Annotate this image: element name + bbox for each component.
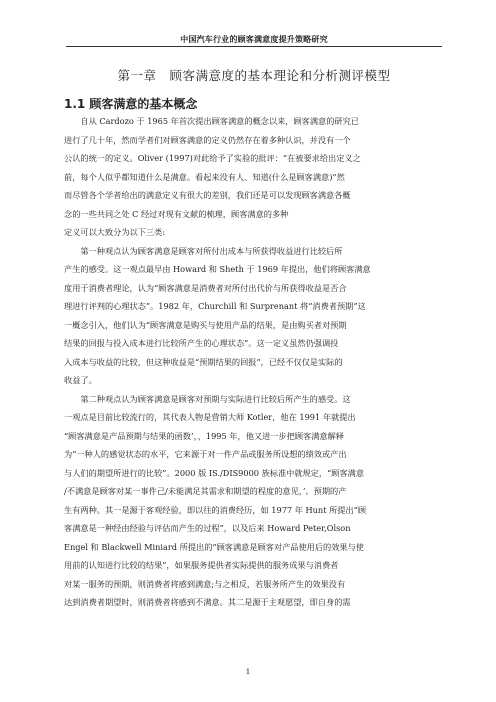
text-line: 理进行评判的心理状态”。1982 年，Churchill 和 Surprenant 将“消费者预期”这 [64,301,366,311]
text-line: 前，每个人似乎都知道什么是满意。看起来没有人、知道(什么是顾客满意)”然 [64,171,345,182]
text-line: 生有两种。其一是源于客观经验，即以往的消费经历，如 1977 年 Hunt 所提出“顾 [64,504,367,515]
header-rule [66,46,442,47]
text-line: 结果的回报与投入成本进行比较所产生的心理状态”。这一定义虽然仍强调投 [64,338,339,348]
body-text [64,112,442,612]
text-line: 第一种观点认为顾客满意是顾客对所付出成本与所获得收益进行比较后所 [64,245,343,256]
text-line: 进行了几十年，然而学者们对顾客满意的定义仍然存在着多种认识，并没有一个 [64,134,351,145]
text-line: 而尽管各个学者给出的满意定义有很大的差别，我们还是可以发现顾客满意各概 [64,190,351,200]
text-line: 客满意是一种经由经验与评估而产生的过程”，以及后来 Howard Peter,Olson [64,523,351,533]
text-line: 收益了。 [64,375,97,385]
text-line: /不满意是顾客对某一事件己/未能满足其需求和期望的程度的意见，’。预期的产 [64,486,347,496]
text-line: 与人们的期望所进行的比较”。2000 版 IS./DIS9000 族标准中就规定，“顾客满意 [64,467,365,478]
text-line: 为“一种人的感觉状态的水平，它来源于对一件产品或服务所设想的绩效或产出 [64,449,347,459]
chapter-title: 第一章 顾客满意度的基本理论和分析测评模型 [117,68,391,83]
text-line: 公认的统一的定义。Oliver (1997)对此给予了实验的批评：“在被要求给出定义之 [64,153,361,163]
page-number: 1 [245,667,251,676]
text-line: 定义可以大致分为以下三类: [64,227,166,237]
text-line: 度用于消费者理论，认为“顾客满意是消费者对所付出代价与所获得收益是否合 [64,282,347,293]
text-line: 产生的感受。这一观点最早由 Howard 和 Sheth 于 1969 年提出，他们将顾客满意 [64,264,371,274]
text-line: 一概念引入，他们认为“顾客满意是购买与使用产品的结果，是由购买者对预期 [64,319,347,330]
section-heading: 1.1 顾客满意的基本概念 [64,97,198,111]
text-line: “顾客满意是产品预期与结果的函数’，，1995 年，他又进一步把顾客满意解释 [64,430,344,441]
text-line: 用前的认知进行比较的结果”，如果服务提供者实际提供的服务成果与消费者 [64,560,339,570]
running-header: 中国汽车行业的顾客满意度提升策略研究 [180,35,328,44]
text-line: 自从 Cardozo 于 1965 年首次提出顾客满意的概念以来，顾客满意的研究已 [64,116,359,126]
text-line: 一观点是目前比较流行的，其代表人物是营销大师 Kotler，他在 1991 年就提出 [64,412,356,422]
text-line: 入成本与收益的比较，但这种收益是“预期结果的回报”，已经不仅仅是实际的 [64,356,343,367]
text-line: 念的一些共同之处 C 经过对现有文献的梳理，顾客满意的多种 [64,208,289,219]
text-line: Engel 和 Blackwell Miniard 所提出的“顾客满意是顾客对产品使用后的效果与使 [64,541,364,552]
text-line: 达到消费者期望时，则消费者将感到不满意。其二是源于主观愿望，即自身的需 [64,597,351,607]
text-line: 第二种观点认为顾客满意是顾客对预期与实际进行比较后所产生的感受。这 [64,393,351,404]
text-line: 对某一服务的预期，则消费者将感到满意;与之相反，若服务所产生的效果没有 [64,578,346,589]
